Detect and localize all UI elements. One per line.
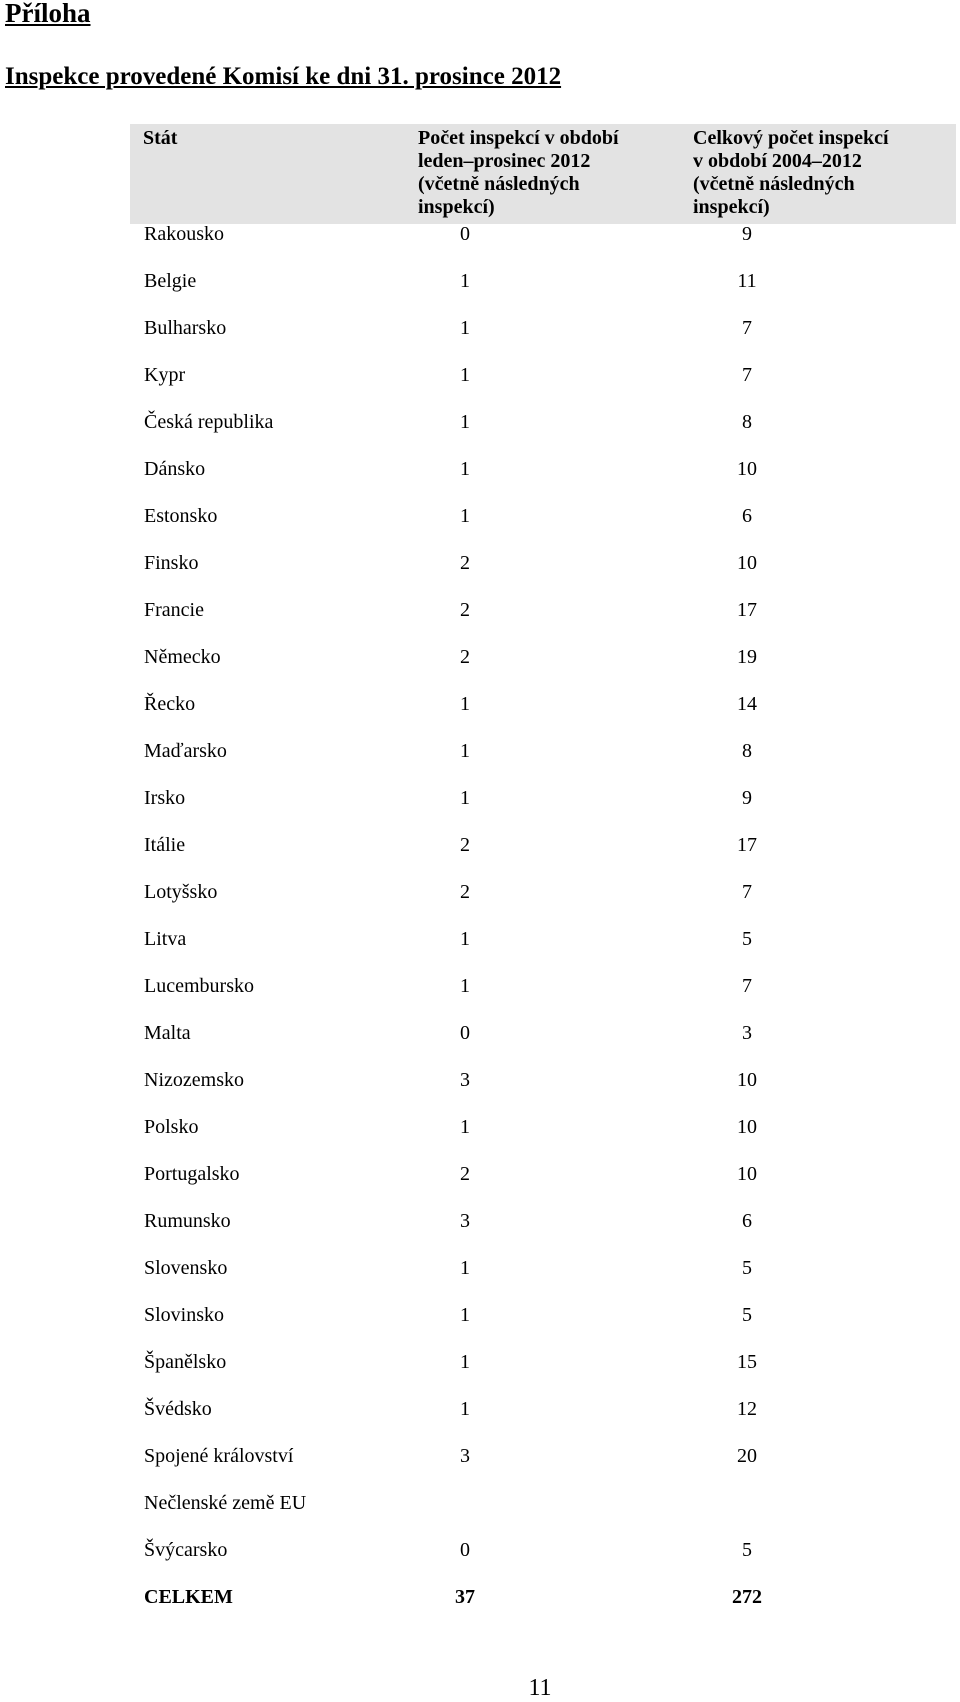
cell-total-inspections: 6 — [742, 1210, 752, 1232]
cell-inspections-2012: 1 — [460, 270, 470, 292]
cell-inspections-2012: 1 — [460, 364, 470, 386]
cell-state: Litva — [144, 928, 187, 950]
cell-state: Itálie — [144, 834, 186, 856]
cell-total-inspections: 5 — [742, 1304, 752, 1326]
table-row — [130, 1339, 956, 1386]
cell-inspections-2012: 1 — [460, 928, 470, 950]
header-line: (včetně následných — [418, 173, 580, 195]
cell-state: Belgie — [144, 270, 197, 292]
cell-total-inspections: 7 — [742, 975, 752, 997]
page-title: Příloha — [5, 0, 91, 28]
cell-state: Estonsko — [144, 505, 218, 527]
cell-total-inspections: 7 — [742, 317, 752, 339]
header-line: inspekcí) — [418, 196, 495, 218]
cell-state: Švédsko — [144, 1398, 212, 1420]
table-row — [130, 305, 956, 352]
cell-inspections-2012: 37 — [455, 1586, 475, 1608]
cell-inspections-2012: 0 — [460, 1022, 470, 1044]
cell-state: Dánsko — [144, 458, 206, 480]
table-row — [130, 399, 956, 446]
table-row — [130, 493, 956, 540]
cell-inspections-2012: 2 — [460, 552, 470, 574]
cell-state: Francie — [144, 599, 204, 621]
cell-state: Lotyšsko — [144, 881, 218, 903]
cell-state: Česká republika — [144, 411, 274, 433]
table-row — [130, 1151, 956, 1198]
cell-state: Polsko — [144, 1116, 199, 1138]
page-number: 11 — [528, 1675, 552, 1701]
cell-total-inspections: 5 — [742, 1257, 752, 1279]
table-row — [130, 1433, 956, 1480]
table-row — [130, 775, 956, 822]
cell-inspections-2012: 2 — [460, 1163, 470, 1185]
cell-state: Lucembursko — [144, 975, 254, 997]
cell-total-inspections: 9 — [742, 787, 752, 809]
cell-total-inspections: 5 — [742, 928, 752, 950]
cell-state: Finsko — [144, 552, 199, 574]
header-total-inspections — [693, 127, 953, 219]
cell-total-inspections: 7 — [742, 881, 752, 903]
table-row — [130, 869, 956, 916]
cell-total-inspections: 20 — [737, 1445, 757, 1467]
table-row — [130, 1480, 956, 1527]
table-row — [130, 1386, 956, 1433]
cell-total-inspections: 10 — [737, 1163, 757, 1185]
table-row — [130, 1104, 956, 1151]
cell-total-inspections: 14 — [737, 693, 757, 715]
cell-total-inspections: 7 — [742, 364, 752, 386]
header-line: v období 2004–2012 — [693, 150, 862, 172]
cell-total-inspections: 6 — [742, 505, 752, 527]
cell-inspections-2012: 0 — [460, 1539, 470, 1561]
table-row — [130, 822, 956, 869]
cell-state: Německo — [144, 646, 221, 668]
cell-total-inspections: 3 — [742, 1022, 752, 1044]
cell-inspections-2012: 1 — [460, 787, 470, 809]
header-line: Počet inspekcí v období — [418, 127, 619, 149]
cell-total-inspections: 5 — [742, 1539, 752, 1561]
cell-inspections-2012: 2 — [460, 881, 470, 903]
cell-inspections-2012: 3 — [460, 1069, 470, 1091]
table-row — [130, 587, 956, 634]
cell-state: Bulharsko — [144, 317, 227, 339]
cell-inspections-2012: 1 — [460, 1398, 470, 1420]
section-subtitle: Inspekce provedené Komisí ke dni 31. prosince 2012 — [5, 63, 562, 90]
cell-state: Švýcarsko — [144, 1539, 228, 1561]
table-row — [130, 540, 956, 587]
table-row — [130, 963, 956, 1010]
cell-state: Kypr — [144, 364, 186, 386]
cell-total-inspections: 11 — [737, 270, 757, 292]
cell-inspections-2012: 2 — [460, 834, 470, 856]
cell-inspections-2012: 1 — [460, 1257, 470, 1279]
cell-inspections-2012: 3 — [460, 1210, 470, 1232]
cell-total-inspections: 9 — [742, 223, 752, 245]
cell-state: Rakousko — [144, 223, 224, 245]
table-row — [130, 634, 956, 681]
table-row — [130, 1010, 956, 1057]
total-row — [130, 1574, 956, 1621]
cell-state: Slovinsko — [144, 1304, 225, 1326]
cell-inspections-2012: 1 — [460, 740, 470, 762]
cell-state: Maďarsko — [144, 740, 227, 762]
cell-state: Spojené království — [144, 1445, 294, 1467]
table-row — [130, 916, 956, 963]
cell-state: Malta — [144, 1022, 191, 1044]
cell-inspections-2012: 3 — [460, 1445, 470, 1467]
cell-inspections-2012: 1 — [460, 975, 470, 997]
cell-state: CELKEM — [144, 1586, 233, 1608]
cell-total-inspections: 272 — [732, 1586, 762, 1608]
cell-state: Irsko — [144, 787, 186, 809]
cell-total-inspections: 10 — [737, 552, 757, 574]
cell-total-inspections: 10 — [737, 1116, 757, 1138]
cell-inspections-2012: 1 — [460, 1351, 470, 1373]
table-row — [130, 446, 956, 493]
cell-total-inspections: 10 — [737, 458, 757, 480]
header-line: inspekcí) — [693, 196, 770, 218]
cell-inspections-2012: 1 — [460, 693, 470, 715]
header-state: Stát — [143, 127, 178, 149]
table-row — [130, 1527, 956, 1574]
cell-inspections-2012: 2 — [460, 599, 470, 621]
cell-inspections-2012: 1 — [460, 1304, 470, 1326]
cell-total-inspections: 17 — [737, 599, 757, 621]
cell-state: Slovensko — [144, 1257, 228, 1279]
table-body — [130, 211, 956, 1621]
table-row — [130, 211, 956, 258]
cell-total-inspections: 17 — [737, 834, 757, 856]
cell-inspections-2012: 1 — [460, 1116, 470, 1138]
cell-state: Nizozemsko — [144, 1069, 244, 1091]
table-row — [130, 258, 956, 305]
cell-total-inspections: 8 — [742, 411, 752, 433]
cell-inspections-2012: 0 — [460, 223, 470, 245]
table-row — [130, 1292, 956, 1339]
table-row — [130, 352, 956, 399]
cell-inspections-2012: 1 — [460, 411, 470, 433]
cell-state: Španělsko — [144, 1351, 227, 1373]
header-line: leden–prosinec 2012 — [418, 150, 591, 172]
table-row — [130, 1198, 956, 1245]
cell-total-inspections: 10 — [737, 1069, 757, 1091]
cell-inspections-2012: 1 — [460, 458, 470, 480]
cell-total-inspections: 15 — [737, 1351, 757, 1373]
table-row — [130, 681, 956, 728]
table-row — [130, 728, 956, 775]
cell-inspections-2012: 1 — [460, 317, 470, 339]
table-row — [130, 1245, 956, 1292]
cell-total-inspections: 19 — [737, 646, 757, 668]
cell-inspections-2012: 2 — [460, 646, 470, 668]
cell-inspections-2012: 1 — [460, 505, 470, 527]
cell-total-inspections: 8 — [742, 740, 752, 762]
table-header — [130, 124, 956, 224]
cell-state: Rumunsko — [144, 1210, 231, 1232]
cell-state: Nečlenské země EU — [144, 1492, 307, 1514]
cell-total-inspections: 12 — [737, 1398, 757, 1420]
cell-state: Řecko — [144, 693, 196, 715]
cell-state: Portugalsko — [144, 1163, 240, 1185]
header-line: (včetně následných — [693, 173, 855, 195]
header-line: Celkový počet inspekcí — [693, 127, 889, 149]
header-inspections-2012 — [418, 127, 668, 219]
table-row — [130, 1057, 956, 1104]
